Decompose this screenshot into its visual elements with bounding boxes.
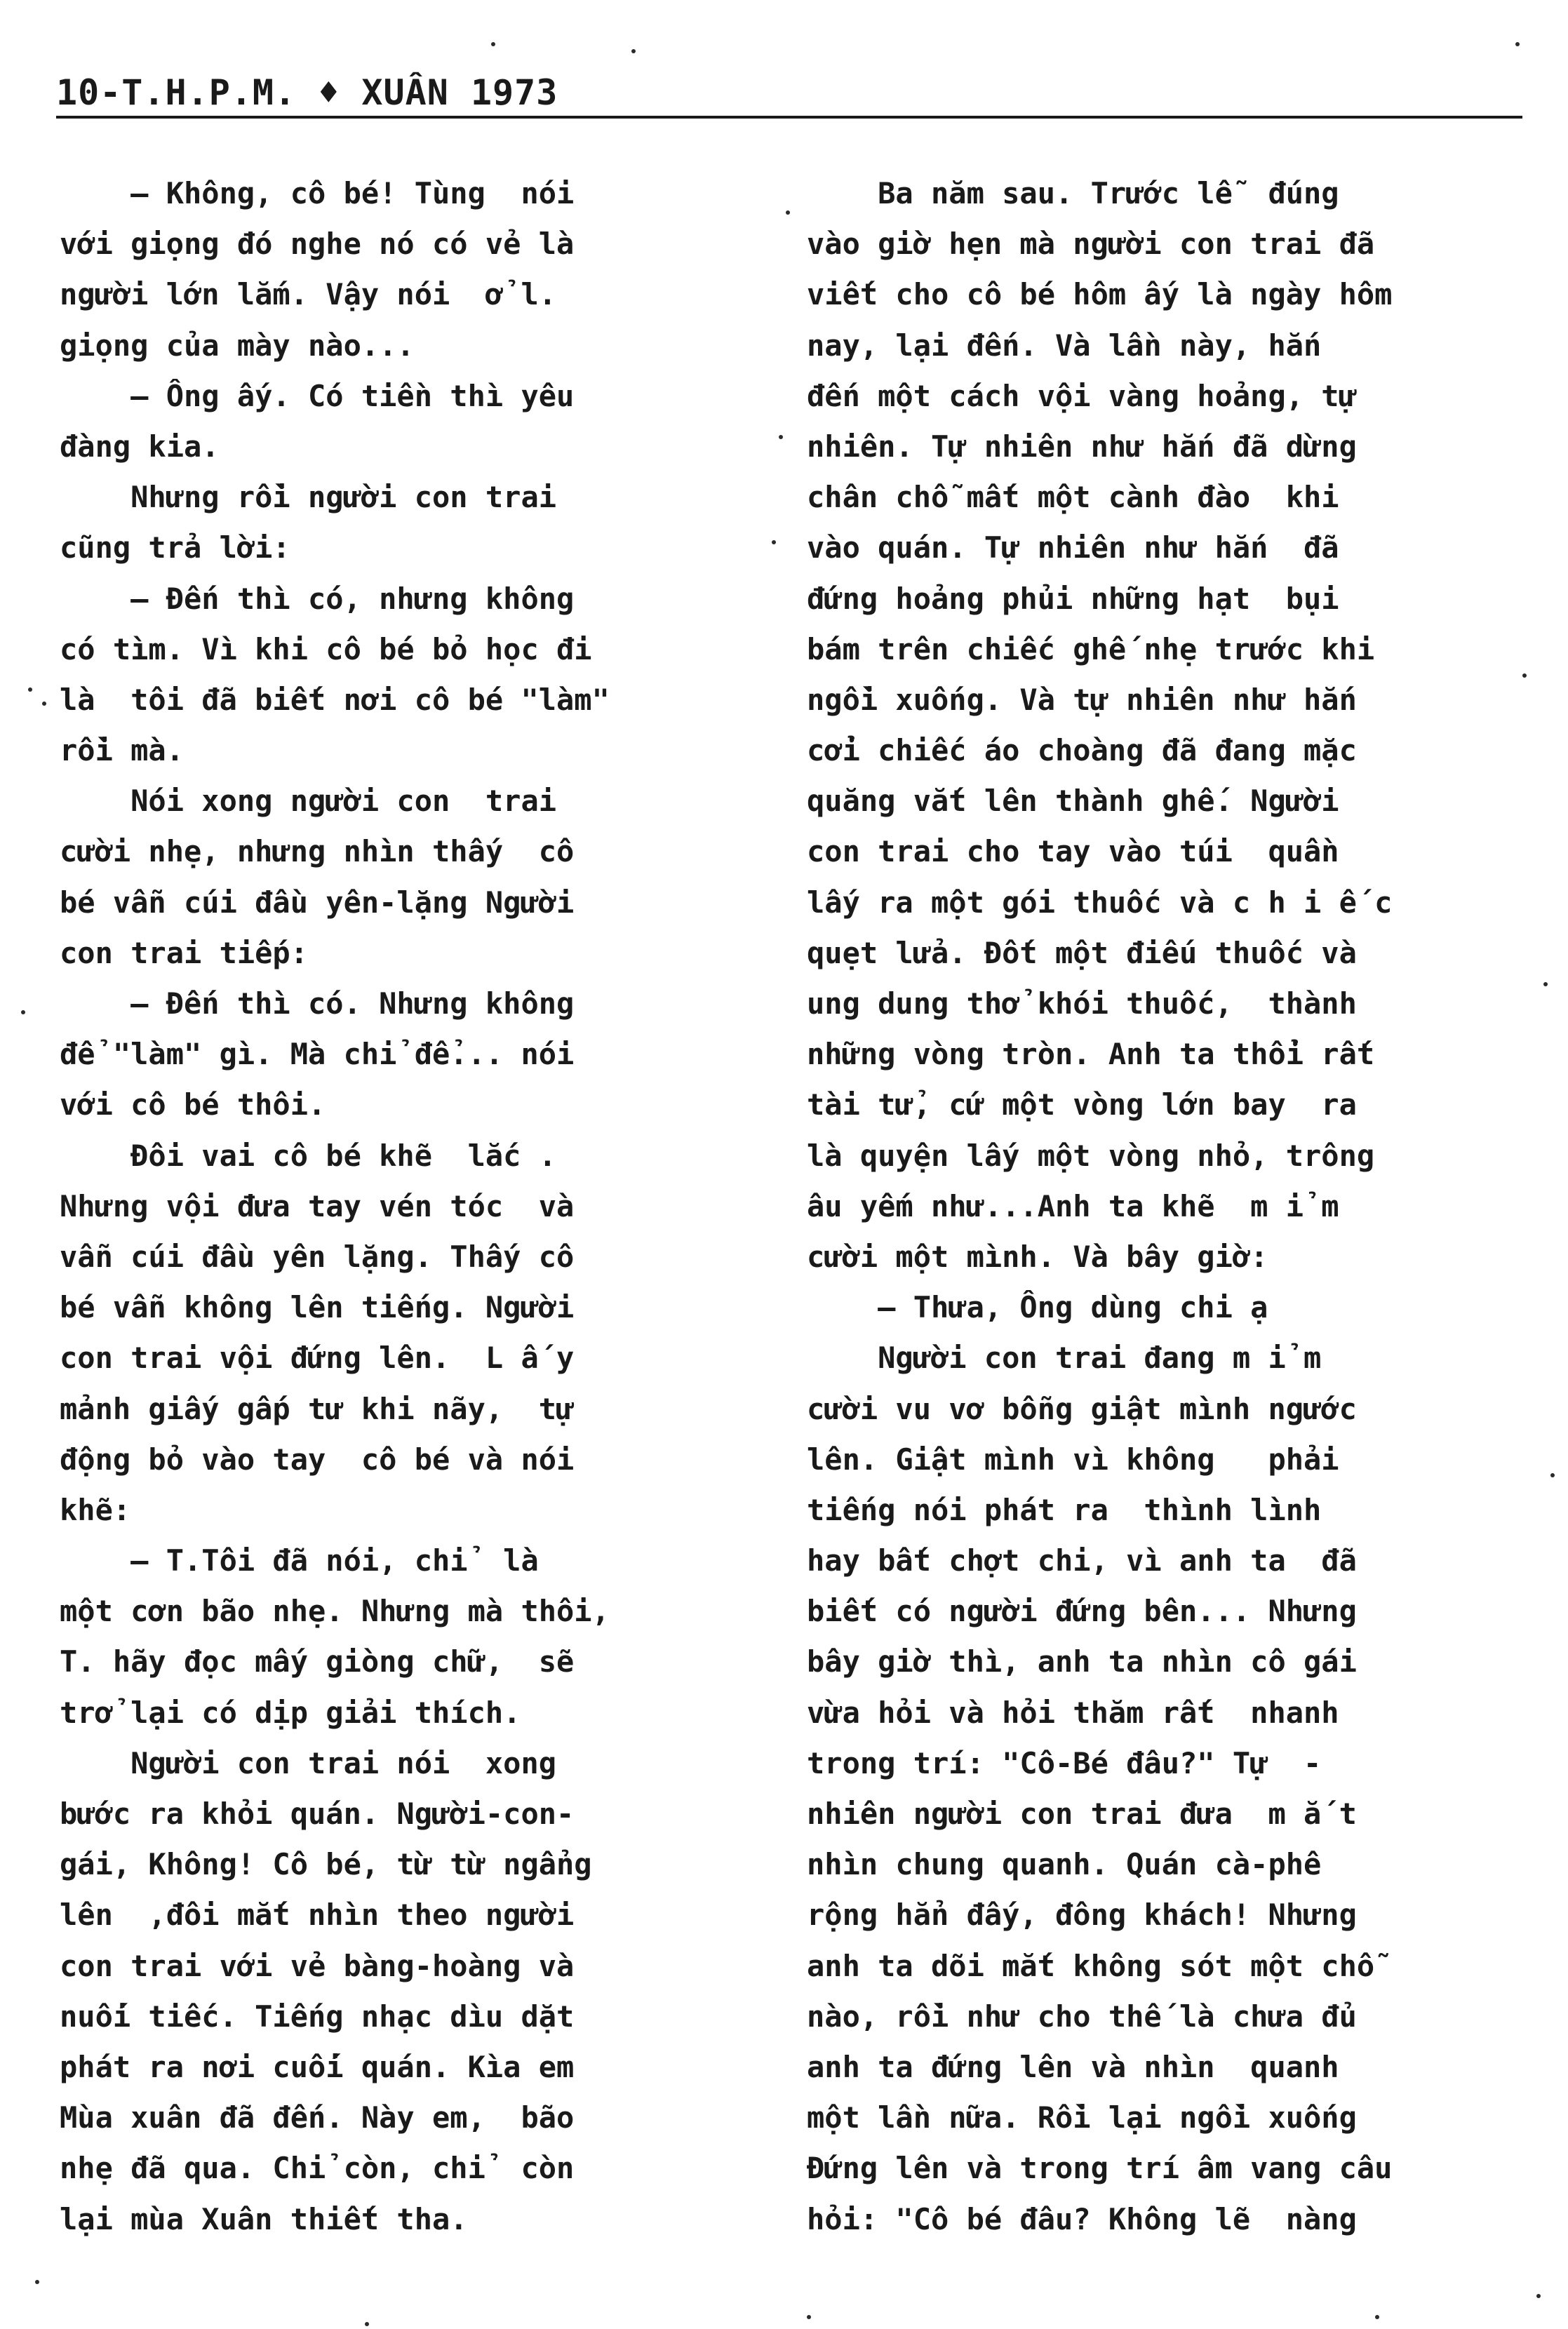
text-line: những vòng tròn. Anh ta thổi rất [807,1037,1375,1072]
text-line: giọng của mày nào... [60,328,415,363]
text-line: trở lại có dịp giải thích. [60,1695,521,1730]
text-line: chân chỗ mất một cành đào khi [807,480,1339,515]
text-line: nay, lại đến. Và lần này, hắn [807,328,1322,363]
text-line: là tôi đã biết nơi cô bé "làm" [60,682,610,717]
speck [786,210,790,215]
text-line: – Không, cô bé! Tùng nói [60,176,575,210]
text-line: nào, rồi như cho thế là chưa đủ [807,1999,1357,2034]
text-line: anh ta đứng lên và nhìn quanh [807,2049,1339,2084]
text-line: vẫn cúi đầu yên lặng. Thấy cô [60,1239,575,1274]
speck [1536,2294,1541,2298]
speck [1543,982,1548,986]
speck [365,2322,369,2326]
speck [807,2315,811,2319]
text-line: bé vẫn không lên tiếng. Người [60,1290,575,1325]
header-title: 10-T.H.P.M. ♦ XUÂN 1973 [56,72,558,113]
text-line: – Đến thì có, nhưng không [60,581,575,616]
text-line: gái, Không! Cô bé, từ từ ngẩng [60,1847,592,1882]
text-line: rộng hẳn đấy, đông khách! Nhưng [807,1898,1357,1933]
text-line: âu yếm như...Anh ta khẽ m ỉ m [807,1188,1339,1223]
right-text-column [807,168,1480,2245]
text-line: cũng trả lời: [60,530,290,565]
text-line: cười một mình. Và bây giờ: [807,1239,1268,1274]
speck [1522,673,1527,678]
text-line: bây giờ thì, anh ta nhìn cô gái [807,1644,1357,1679]
speck [631,49,636,53]
text-line: Nhưng rồi người con trai [60,480,557,515]
text-line: đứng hoảng phủi những hạt bụi [807,581,1339,616]
text-line: có tìm. Vì khi cô bé bỏ học đi [60,631,592,666]
text-line: đàng kia. [60,429,220,464]
text-line: người lớn lắm. Vậy nói ở l. [60,277,557,312]
text-line: ngồi xuống. Và tự nhiên như hắn [807,682,1357,717]
text-line: một lần nữa. Rồi lại ngồi xuống [807,2100,1357,2135]
text-line: Người con trai đang m ỉ m [807,1341,1322,1376]
text-line: lại mùa Xuân thiết tha. [60,2201,468,2236]
page-header [56,67,1522,119]
text-line: nhìn chung quanh. Quán cà-phê [807,1847,1322,1882]
text-line: cởi chiếc áo choàng đã đang mặc [807,733,1357,768]
text-line: viết cho cô bé hôm ấy là ngày hôm [807,277,1393,312]
text-line: con trai tiếp: [60,935,309,970]
text-line: – Thưa, Ông dùng chi ạ [807,1290,1268,1325]
text-line: với cô bé thôi. [60,1087,326,1122]
text-line: Ba năm sau. Trước lễ đúng [807,176,1339,210]
text-line: bước ra khỏi quán. Người-con- [60,1797,575,1831]
speck [21,1010,25,1014]
text-line: hay bất chợt chi, vì anh ta đã [807,1543,1357,1578]
text-line: Mùa xuân đã đến. Này em, bão [60,2100,575,2135]
text-line: cười nhẹ, nhưng nhìn thấy cô [60,834,575,869]
text-line: quẹt lửa. Đốt một điếu thuốc và [807,935,1357,970]
text-line: Nói xong người con trai [60,784,557,819]
text-line: nhiên người con trai đưa m ắ t [807,1797,1357,1831]
speck [28,687,32,692]
text-line: hỏi: "Cô bé đâu? Không lẽ nàng [807,2201,1357,2236]
text-line: – Đến thì có. Nhưng không [60,986,575,1021]
text-line: bé vẫn cúi đầu yên-lặng Người [60,885,575,920]
text-line: quăng vắt lên thành ghế. Người [807,784,1339,819]
speck [1515,42,1520,46]
text-line: – T.Tôi đã nói, chỉ là [60,1543,539,1578]
speck [1550,1473,1555,1477]
text-line: để "làm" gì. Mà chỉ để... nói [60,1037,575,1072]
text-line: Người con trai nói xong [60,1745,557,1780]
text-line: một cơn bão nhẹ. Nhưng mà thôi, [60,1594,610,1629]
text-line: nhẹ đã qua. Chỉ còn, chỉ còn [60,2151,575,2186]
speck [1375,2315,1379,2319]
text-line: anh ta dõi mắt không sót một chỗ [807,1948,1375,1983]
text-line: mảnh giấy gấp tư khi nãy, tự [60,1391,575,1426]
speck [491,42,495,46]
text-line: ung dung thở khói thuốc, thành [807,986,1357,1021]
text-line: biết có người đứng bên... Nhưng [807,1594,1357,1629]
text-line: là quyện lấy một vòng nhỏ, trông [807,1138,1375,1173]
text-line: lấy ra một gói thuốc và c h i ế c [807,885,1393,920]
text-line: cười vu vơ bỗng giật mình ngước [807,1391,1357,1426]
left-text-column [60,168,733,2245]
text-line: tiếng nói phát ra thình lình [807,1492,1322,1527]
text-line: – Ông ấy. Có tiền thì yêu [60,378,575,413]
speck [779,435,783,439]
speck [772,540,776,544]
text-line: động bỏ vào tay cô bé và nói [60,1442,575,1477]
text-line: đến một cách vội vàng hoảng, tự [807,378,1357,413]
text-line: nhiên. Tự nhiên như hắn đã dừng [807,429,1357,464]
text-line: con trai cho tay vào túi quần [807,834,1339,869]
text-line: với giọng đó nghe nó có vẻ là [60,227,575,262]
text-line: Nhưng vội đưa tay vén tóc và [60,1188,575,1223]
text-line: bám trên chiếc ghế nhẹ trước khi [807,631,1375,666]
text-line: khẽ: [60,1492,131,1527]
text-line: vào quán. Tự nhiên như hắn đã [807,530,1339,565]
text-line: Đôi vai cô bé khẽ lắc . [60,1138,557,1173]
text-line: trong trí: "Cô-Bé đâu?" Tự - [807,1745,1322,1780]
text-line: nuối tiếc. Tiếng nhạc dìu dặt [60,1999,575,2034]
text-line: T. hãy đọc mấy giòng chữ, sẽ [60,1644,575,1679]
speck [42,702,46,706]
text-line: phát ra nơi cuối quán. Kìa em [60,2049,575,2084]
text-line: Đứng lên và trong trí âm vang câu [807,2151,1393,2186]
text-line: tài tử, cứ một vòng lớn bay ra [807,1087,1357,1122]
text-line: lên. Giật mình vì không phải [807,1442,1339,1477]
text-line: con trai vội đứng lên. L ấ y [60,1341,575,1376]
text-line: vào giờ hẹn mà người con trai đã [807,227,1375,262]
speck [35,2280,39,2284]
text-line: vừa hỏi và hỏi thăm rất nhanh [807,1695,1339,1730]
text-line: rồi mà. [60,733,185,768]
text-line: lên ,đôi mắt nhìn theo người [60,1898,575,1933]
text-line: con trai với vẻ bàng-hoàng và [60,1948,575,1983]
